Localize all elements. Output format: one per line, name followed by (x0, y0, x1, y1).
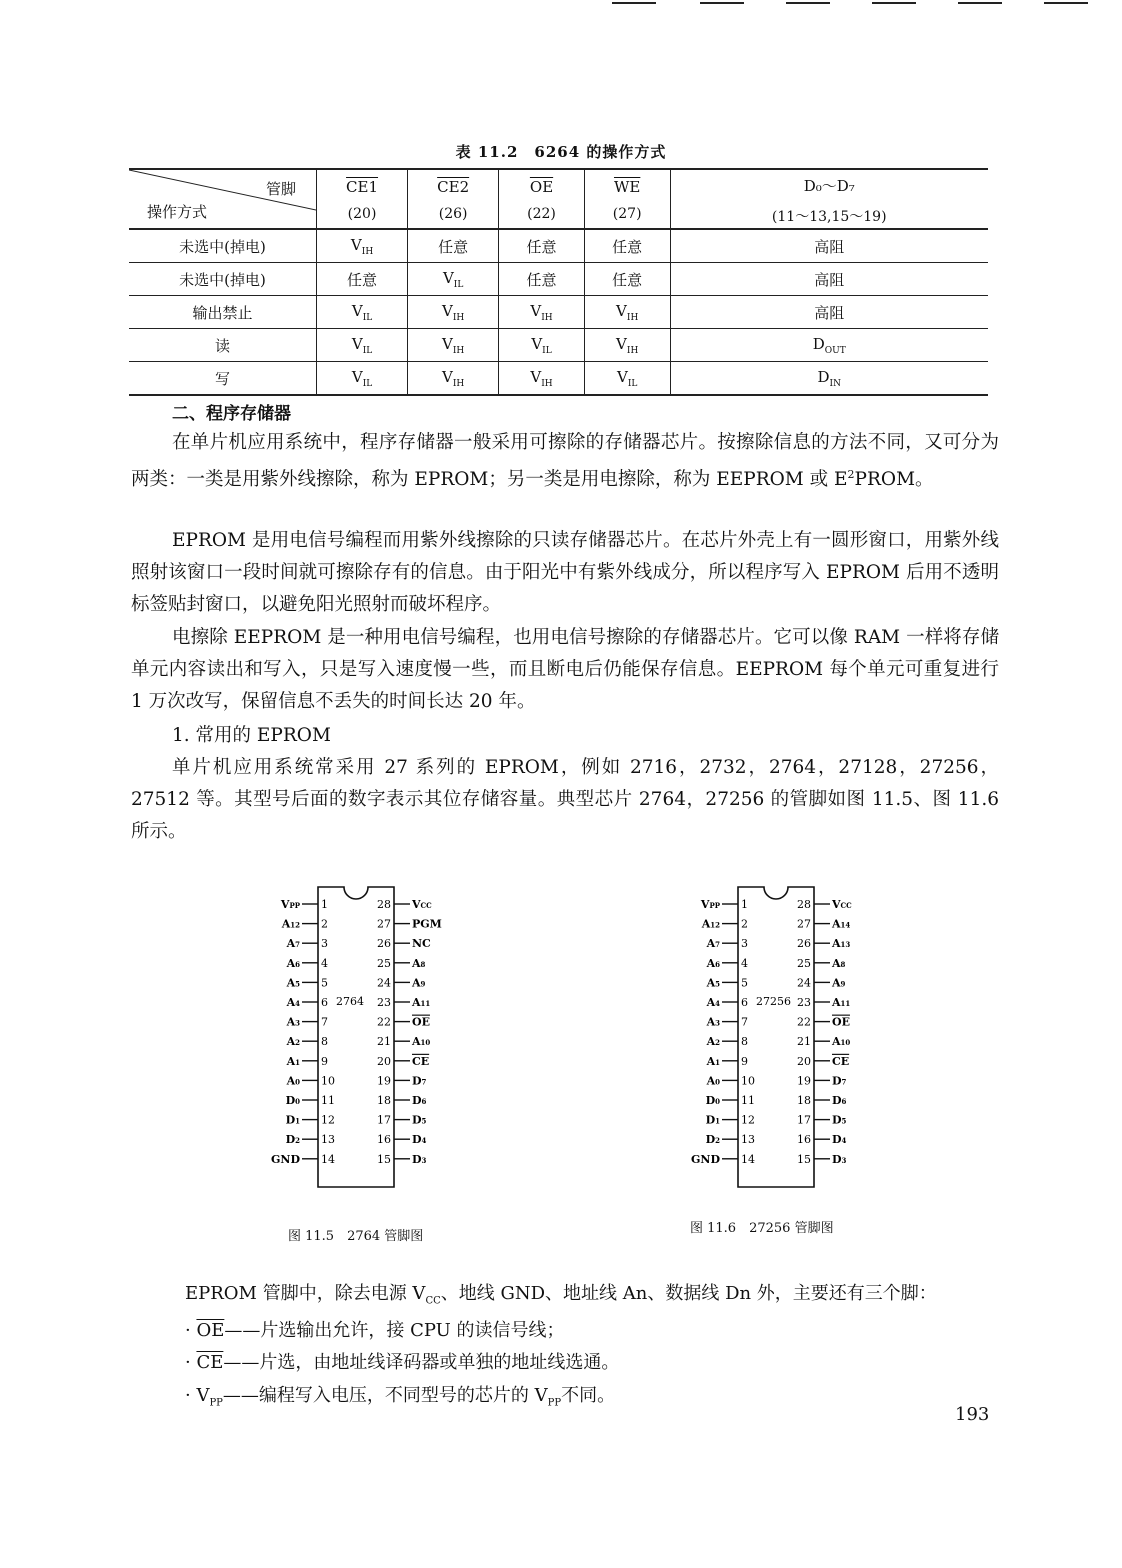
pin-label: A10 (412, 1035, 431, 1049)
column-header: CE2 (26) (408, 169, 499, 229)
pin-number: 15 (377, 1152, 391, 1166)
figure-caption: 图 11.6 27256 管脚图 (690, 1221, 834, 1236)
pin-label: OE (832, 1015, 850, 1029)
table-row (129, 229, 988, 263)
pin-number: 15 (797, 1152, 811, 1166)
pin-label: VCC (832, 898, 852, 911)
pin-number: 22 (377, 1015, 391, 1029)
pin-number: 28 (377, 898, 391, 911)
pin-number: 9 (741, 1054, 748, 1068)
value-cell: $V_{IH}$ (499, 296, 585, 329)
chip-name: 2764 (336, 995, 364, 1008)
pin-number: 26 (377, 937, 391, 951)
pinout-27256 (670, 880, 900, 1200)
value-cell: $D_{OUT}$ (670, 329, 988, 362)
pin-label: D2 (705, 1133, 720, 1147)
pin-label: D6 (412, 1094, 427, 1107)
section-title: 二、程序存储器 (172, 404, 291, 424)
pin-label: A8 (412, 956, 426, 970)
value-cell: 任意 (499, 263, 585, 296)
value-cell: 高阻 (670, 263, 988, 296)
mode-cell: 读 (129, 329, 317, 362)
operation-mode-table (129, 168, 988, 396)
pin-number: 7 (321, 1015, 328, 1029)
pin-number: 12 (321, 1113, 335, 1127)
value-cell: $V_{IL}$ (317, 296, 408, 329)
pin-label: D1 (285, 1113, 300, 1127)
pin-number: 13 (741, 1133, 755, 1147)
page-number: 193 (955, 1404, 990, 1425)
pin-label: A9 (832, 976, 846, 990)
pin-label: OE (412, 1015, 430, 1029)
value-cell: 任意 (584, 229, 670, 263)
pin-number: 5 (741, 976, 748, 990)
pin-number: 17 (797, 1113, 811, 1127)
pin-label: A14 (832, 917, 851, 931)
pin-label: A5 (706, 976, 720, 990)
pin-label: D5 (832, 1113, 847, 1127)
pin-number: 27 (797, 917, 811, 931)
pin-label: A11 (412, 996, 431, 1009)
pin-number: 7 (741, 1015, 748, 1029)
table-row (129, 296, 988, 329)
pinout-2764 (250, 880, 480, 1200)
pin-number: 2 (321, 917, 328, 931)
pin-number: 8 (741, 1035, 748, 1049)
value-cell: $V_{IL}$ (584, 362, 670, 396)
pin-number: 18 (797, 1094, 811, 1107)
pin-number: 22 (797, 1015, 811, 1029)
pin-number: 5 (321, 976, 328, 990)
pin-label: A10 (832, 1035, 851, 1049)
value-cell: $V_{IL}$ (317, 362, 408, 396)
value-cell: $V_{IL}$ (499, 329, 585, 362)
pin-label: D7 (832, 1074, 847, 1088)
value-cell: 任意 (317, 263, 408, 296)
pin-number: 23 (377, 996, 391, 1009)
pin-label: D5 (412, 1113, 427, 1127)
pin-label: D4 (412, 1133, 427, 1147)
paragraph: EPROM 是用电信号编程而用紫外线擦除的只读存储器芯片。在芯片外壳上有一圆形窗口，用紫外线照射该窗口一段时间就可擦除存有的信息。由于阳光中有紫外线成分，所以程序写入 EPROM 后用不透明标签贴封窗口，以避免阳光照射而破坏程序。 (131, 530, 999, 615)
pin-label: A3 (286, 1015, 300, 1029)
pin-number: 10 (321, 1074, 335, 1088)
pin-label: A12 (701, 917, 720, 931)
mode-cell: 输出禁止 (129, 296, 317, 329)
pin-number: 20 (377, 1054, 391, 1068)
value-cell: $V_{IH}$ (408, 329, 499, 362)
bullet-item: · $\overline{OE}——$片选输出允许，接 CPU 的读信号线； (185, 1320, 565, 1341)
pin-number: 24 (377, 976, 391, 990)
pin-number: 16 (797, 1133, 811, 1147)
pin-number: 4 (321, 956, 328, 970)
pin-number: 19 (377, 1074, 391, 1088)
table-header-corner (129, 169, 317, 229)
pin-label: D0 (285, 1094, 300, 1107)
value-cell: $V_{IH}$ (408, 296, 499, 329)
mode-cell: 未选中(掉电) (129, 229, 317, 263)
pin-number: 2 (741, 917, 748, 931)
value-cell: $V_{IL}$ (317, 329, 408, 362)
pin-label: A0 (286, 1074, 300, 1088)
pin-label: A4 (706, 996, 720, 1009)
pin-label: VCC (412, 898, 432, 911)
pin-label: A7 (706, 937, 720, 951)
paragraph: 在单片机应用系统中，程序存储器一般采用可擦除的存储器芯片。按擦除信息的方法不同，又可分为两类：一类是用紫外线擦除，称为 EPROM；另一类是用电擦除，称为 EEPROM 或 $E^2PROM$。 (131, 432, 999, 491)
pin-number: 10 (741, 1074, 755, 1088)
pin-number: 27 (377, 917, 391, 931)
pin-number: 19 (797, 1074, 811, 1088)
pin-number: 3 (741, 937, 748, 951)
pin-number: 25 (377, 956, 391, 970)
header-mode-label: 操作方式 (147, 203, 208, 221)
figure-caption: 图 11.5 2764 管脚图 (288, 1229, 424, 1244)
pin-number: 18 (377, 1094, 391, 1107)
value-cell: $V_{IH}$ (584, 329, 670, 362)
pin-label: GND (691, 1152, 720, 1166)
pin-number: 17 (377, 1113, 391, 1127)
value-cell: $V_{IH}$ (584, 296, 670, 329)
column-header: D₀～D₇ (11～13,15～19) (670, 169, 988, 229)
pin-label: A1 (286, 1054, 300, 1068)
pin-number: 11 (741, 1094, 755, 1107)
chip-name: 27256 (756, 995, 791, 1008)
paragraph: 电擦除 EEPROM 是一种用电信号编程，也用电信号擦除的存储器芯片。它可以像 RAM 一样将存储单元内容读出和写入，只是写入速度慢一些，而且断电后仍能保存信息。EEPROM 每个单元可重复进行 1 万次改写，保留信息不丢失的时间长达 20 年。 (131, 627, 999, 712)
pin-label: PGM (412, 917, 442, 931)
pin-label: VPP (280, 898, 300, 911)
bullet-item: · $V_{PP}——$编程写入电压，不同型号的芯片的 $V_{PP}$不同。 (185, 1385, 616, 1409)
pin-number: 1 (321, 898, 328, 911)
pin-label: A11 (832, 996, 851, 1009)
table-caption: 表 11.2 6264 的操作方式 (455, 143, 667, 161)
pin-label: A2 (286, 1035, 300, 1049)
pin-number: 28 (797, 898, 811, 911)
pin-number: 14 (741, 1152, 755, 1166)
pin-number: 25 (797, 956, 811, 970)
pin-number: 1 (741, 898, 748, 911)
pin-label: A13 (832, 937, 851, 951)
pin-label: D4 (832, 1133, 847, 1147)
header-pin-label: 管脚 (265, 180, 296, 198)
pin-label: A1 (706, 1054, 720, 1068)
paragraph: 单片机应用系统常采用 27 系列的 EPROM，例如 2716，2732，2764，27128，27256，27512 等。其型号后面的数字表示其位存储容量。典型芯片 2764，27256 的管脚如图 11.5、图 11.6 所示。 (131, 757, 999, 842)
column-header: $\overline{OE}$ (22) (499, 169, 585, 229)
pin-number: 21 (797, 1035, 811, 1049)
pin-number: 8 (321, 1035, 328, 1049)
pin-number: 3 (321, 937, 328, 951)
pin-label: A6 (286, 956, 300, 970)
pin-label: CE (832, 1054, 850, 1068)
pin-label: A5 (286, 976, 300, 990)
pin-label: A4 (286, 996, 300, 1009)
pin-label: D6 (832, 1094, 847, 1107)
value-cell: $V_{IH}$ (317, 229, 408, 263)
value-cell: $V_{IH}$ (408, 362, 499, 396)
pin-label: D2 (285, 1133, 300, 1147)
pin-number: 11 (321, 1094, 335, 1107)
pin-label: A2 (706, 1035, 720, 1049)
pin-number: 20 (797, 1054, 811, 1068)
pin-label: A0 (706, 1074, 720, 1088)
pin-label: D7 (412, 1074, 427, 1088)
pin-label: A3 (706, 1015, 720, 1029)
pin-number: 6 (321, 996, 328, 1009)
pin-label: GND (271, 1152, 300, 1166)
table-row (129, 263, 988, 296)
table-row (129, 362, 988, 396)
pin-label: A9 (412, 976, 426, 990)
pin-label: A6 (706, 956, 720, 970)
pin-label: D0 (705, 1094, 720, 1107)
pin-label: VPP (700, 898, 720, 911)
table-body (129, 229, 988, 395)
value-cell: 任意 (408, 229, 499, 263)
pin-label: D3 (412, 1152, 427, 1166)
column-header: $\overline{WE}$ (27) (584, 169, 670, 229)
pin-number: 6 (741, 996, 748, 1009)
value-cell: 任意 (499, 229, 585, 263)
pin-number: 14 (321, 1152, 335, 1166)
subsection-heading: 1. 常用的 EPROM (172, 725, 331, 746)
pin-number: 21 (377, 1035, 391, 1049)
value-cell: $V_{IL}$ (408, 263, 499, 296)
mode-cell: 写 (129, 362, 317, 396)
column-header: CE1 (20) (317, 169, 408, 229)
pin-number: 12 (741, 1113, 755, 1127)
value-cell: $V_{IH}$ (499, 362, 585, 396)
value-cell: 任意 (584, 263, 670, 296)
pin-label: A12 (281, 917, 300, 931)
value-cell: 高阻 (670, 229, 988, 263)
pin-label: NC (412, 937, 431, 951)
value-cell: 高阻 (670, 296, 988, 329)
bullet-item: · $\overline{CE}——$片选，由地址线译码器或单独的地址线选通。 (185, 1352, 620, 1373)
table-row (129, 329, 988, 362)
pin-number: 24 (797, 976, 811, 990)
pin-label: D3 (832, 1152, 847, 1166)
pin-number: 4 (741, 956, 748, 970)
pin-intro-text: EPROM 管脚中，除去电源 $V_{CC}$、地线 GND、地址线 An、数据线 Dn 外，主要还有三个脚： (185, 1283, 937, 1307)
pin-number: 23 (797, 996, 811, 1009)
pin-number: 13 (321, 1133, 335, 1147)
pin-number: 16 (377, 1133, 391, 1147)
pin-label: CE (412, 1054, 430, 1068)
pin-number: 26 (797, 937, 811, 951)
value-cell: $D_{IN}$ (670, 362, 988, 396)
mode-cell: 未选中(掉电) (129, 263, 317, 296)
pin-label: A7 (286, 937, 300, 951)
pin-label: A8 (832, 956, 846, 970)
pin-label: D1 (705, 1113, 720, 1127)
pin-number: 9 (321, 1054, 328, 1068)
